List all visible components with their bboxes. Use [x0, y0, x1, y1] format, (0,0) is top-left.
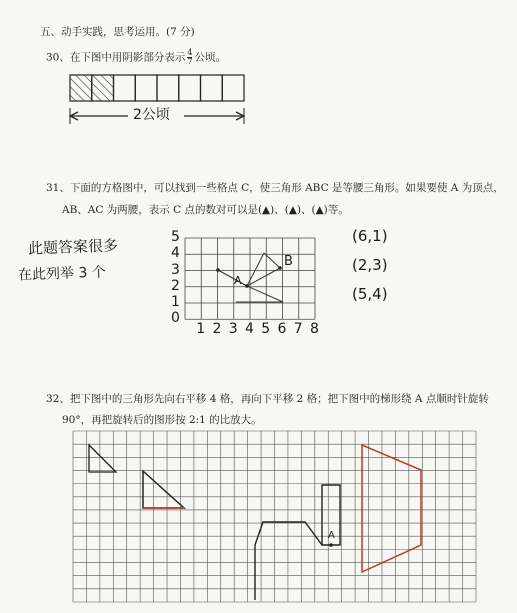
q32-point-a	[329, 543, 333, 547]
q31-answer-1: (6,1)	[352, 227, 388, 245]
q30-prefix: 30、在下图中用阴影部分表示	[46, 51, 186, 64]
y-tick-label: 2	[171, 277, 180, 294]
q31-handnote-2: 在此列举 3 个	[17, 264, 107, 284]
x-tick-label: 6	[277, 321, 287, 338]
q30-bar-label: 2公顷	[133, 107, 170, 123]
y-tick-label: 3	[171, 261, 180, 278]
q31-point-b-label: B	[284, 254, 293, 269]
q30-frac-den: 7	[187, 57, 193, 66]
q31-handnote-1: 此题答案很多	[27, 236, 119, 258]
x-tick-label: 5	[261, 321, 271, 338]
x-tick-label: 3	[228, 321, 238, 338]
q31-line2: AB、AC 为两腰，表示 C 点的数对可以是(▲)、(▲)、(▲)等。	[62, 204, 349, 216]
original-triangle	[89, 445, 116, 472]
q31-point-a-label: A	[234, 274, 242, 287]
q30-suffix: 公顷。	[194, 51, 226, 64]
section-title: 五、动手实践，思考运用。(7 分)	[40, 26, 195, 38]
rotated-trapezoid	[255, 522, 322, 545]
q31-answer-2: (2,3)	[352, 256, 388, 274]
x-tick-label: 2	[212, 321, 222, 338]
q30-frac-num: 4	[187, 48, 193, 57]
q31-line1: 31、下面的方格图中，可以找到一些格点 C，使三角形 ABC 是等腰三角形。如果要使 A 为顶点，	[46, 182, 504, 194]
translated-triangle	[143, 471, 184, 508]
y-tick-label: 5	[171, 229, 180, 245]
q32-point-a-label: A	[328, 530, 335, 541]
q32-line2: 90°，再把旋转后的图形按 2:1 的比放大。	[62, 414, 262, 426]
y-tick-label: 0	[171, 310, 180, 327]
q31-answer-3: (5,4)	[352, 285, 388, 303]
y-tick-label: 1	[171, 294, 180, 310]
y-tick-label: 4	[171, 245, 180, 262]
enlarged-trapezoid-red	[362, 445, 421, 572]
x-tick-label: 4	[245, 321, 254, 338]
x-tick-label: 8	[310, 321, 319, 338]
q32-line1: 32、把下图中的三角形先向右平移 4 格，再向下平移 2 格；把下图中的梯形绕 A 点顺时针旋转	[46, 393, 489, 405]
x-tick-label: 1	[196, 321, 206, 338]
x-tick-label: 7	[293, 321, 303, 338]
